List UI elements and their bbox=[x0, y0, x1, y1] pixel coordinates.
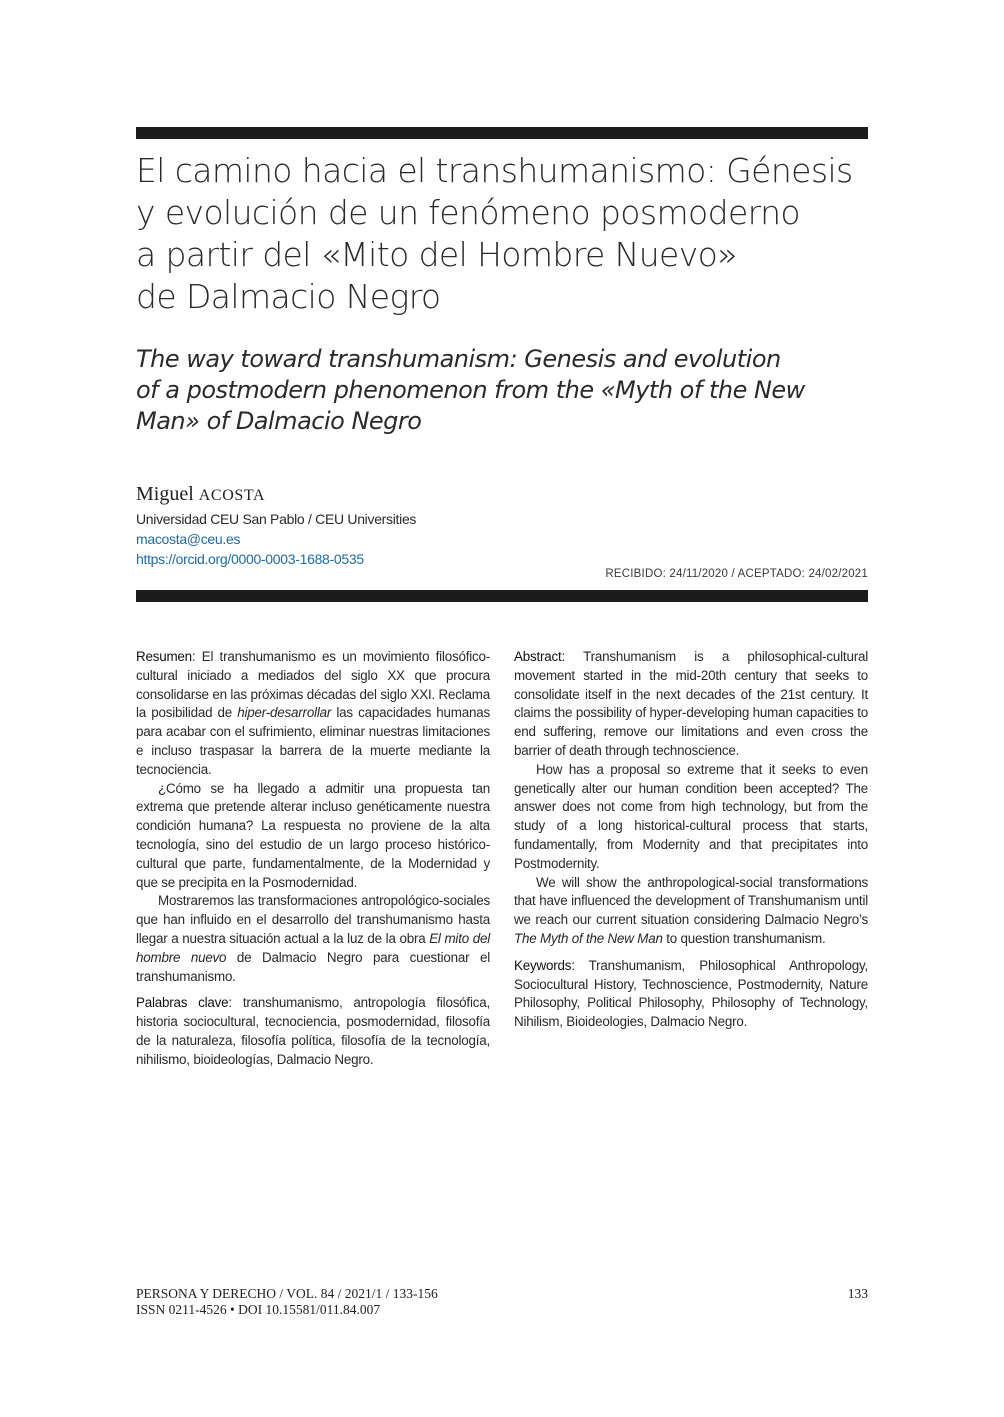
author-name bbox=[136, 483, 265, 506]
resumen-column bbox=[136, 648, 490, 1070]
resumen-emphasis: hiper-desarrollar bbox=[237, 705, 332, 721]
resumen-text: Mostraremos las transformaciones antropológico-sociales que han influido en el desarrollo del transhumanismo hasta llegar a nuestra situación actual a la luz de la obra bbox=[136, 893, 490, 946]
palabras-clave bbox=[136, 994, 490, 1069]
title-spanish-line: de Dalmacio Negro bbox=[136, 277, 441, 316]
keywords-label: Keywords bbox=[514, 957, 572, 973]
abstract-paragraph: How has a proposal so extreme that it seeks to even genetically alter our human condition been accepted? The answer does not come from high technology, but from the study of a long historical-cultural process that starts, fundamentally, from Modernity and that precipitates into Postmodernity. bbox=[514, 761, 868, 871]
abstract-label: Abstract bbox=[514, 649, 562, 664]
abstract-text: We will show the anthropological-social transformations that have influenced the development of Transhumanism until we reach our current situation considering Dalmacio Negro’s bbox=[514, 874, 868, 928]
abstract-paragraph bbox=[514, 648, 868, 761]
abstract-text: to question transhumanism. bbox=[662, 930, 826, 946]
title-english-line: Man» of Dalmacio Negro bbox=[136, 407, 422, 435]
abstract-emphasis: The Myth of the New Man bbox=[514, 930, 663, 946]
palabras-clave-text: : transhumanismo, antropología filosófica, historia sociocultural, tecnociencia, posmodernidad, filosofía de la naturaleza, filosofía política, filosofía de la tecnología, nihilismo, bioideologías, Dalmacio Negro. bbox=[136, 995, 490, 1067]
abstract-text: : Transhumanism is a philosophical-cultural movement started in the mid-20th century that seeks to consolidate itself in the next decades of the 21st century. It claims the possibility of hyper-developing human capacities to end suffering, remove our limitations and even cross the barrier of death through technoscience. bbox=[514, 649, 868, 758]
title-spanish-line: El camino hacia el transhumanismo: Génesis bbox=[136, 151, 853, 190]
resumen-text: de Dalmacio Negro para cuestionar el transhumanismo. bbox=[136, 949, 490, 984]
author-orcid-link[interactable]: https://orcid.org/0000-0003-1688-0535 bbox=[136, 551, 364, 567]
abstract-paragraph bbox=[514, 874, 868, 949]
keywords bbox=[514, 957, 868, 1032]
resumen-label: Resumen bbox=[136, 649, 192, 664]
title-spanish-line: a partir del «Mito del Hombre Nuevo» bbox=[136, 235, 737, 274]
title-english-line: of a postmodern phenomenon from the «Myth of the New bbox=[136, 376, 805, 404]
palabras-clave-label: Palabras clave bbox=[136, 995, 229, 1011]
footer-issn-doi: ISSN 0211-4526 • DOI 10.15581/011.84.007 bbox=[136, 1302, 381, 1317]
resumen-paragraph: ¿Cómo se ha llegado a admitir una propuesta tan extrema que pretende alterar incluso genéticamente nuestra condición humana? La respuesta no proviene de la alta tecnología, sino del estudio de un largo proceso histórico-cultural que parte, fundamentalmente, de la Modernidad y que se precipita en la Posmodernidad. bbox=[136, 780, 490, 890]
footer-journal-info: PERSONA Y DERECHO / VOL. 84 / 2021/1 / 133-156 bbox=[136, 1286, 438, 1301]
title-spanish-line: y evolución de un fenómeno posmoderno bbox=[136, 193, 800, 232]
author-first-name: Miguel bbox=[136, 483, 194, 505]
title-english-line: The way toward transhumanism: Genesis and evolution bbox=[136, 345, 781, 373]
keywords-text: : Transhumanism, Philosophical Anthropology, Sociocultural History, Technoscience, Postmodernity, Nature Philosophy, Political Philosophy, Philosophy of Technology, Nihilism, Bioideologies, Dalmacio Negro. bbox=[514, 957, 868, 1030]
received-accepted-dates: RECIBIDO: 24/11/2020 / ACEPTADO: 24/02/2021 bbox=[605, 568, 868, 580]
resumen-emphasis: El mito del hombre nuevo bbox=[136, 930, 490, 965]
author-affiliation: Universidad CEU San Pablo / CEU Universities bbox=[136, 511, 417, 527]
top-rule bbox=[136, 127, 868, 139]
resumen-paragraph bbox=[136, 892, 490, 986]
title-english bbox=[136, 344, 805, 437]
resumen-text: : El transhumanismo es un movimiento filosófico-cultural iniciado a mediados del siglo XX que procura consolidarse en las próximas décadas del siglo XXI. Reclama la posibilidad de bbox=[136, 649, 490, 721]
author-email-link[interactable]: macosta@ceu.es bbox=[136, 531, 241, 547]
resumen-text: las capacidades humanas para acabar con el sufrimiento, eliminar nuestras limitaciones e incluso traspasar la barrera de la muerte mediante la tecnociencia. bbox=[136, 705, 490, 777]
author-surname: ACOSTA bbox=[198, 487, 266, 504]
page-number: 133 bbox=[847, 1286, 868, 1301]
abstract-column bbox=[514, 648, 868, 1032]
title-spanish bbox=[136, 150, 853, 318]
section-rule bbox=[136, 590, 868, 602]
resumen-paragraph bbox=[136, 648, 490, 780]
